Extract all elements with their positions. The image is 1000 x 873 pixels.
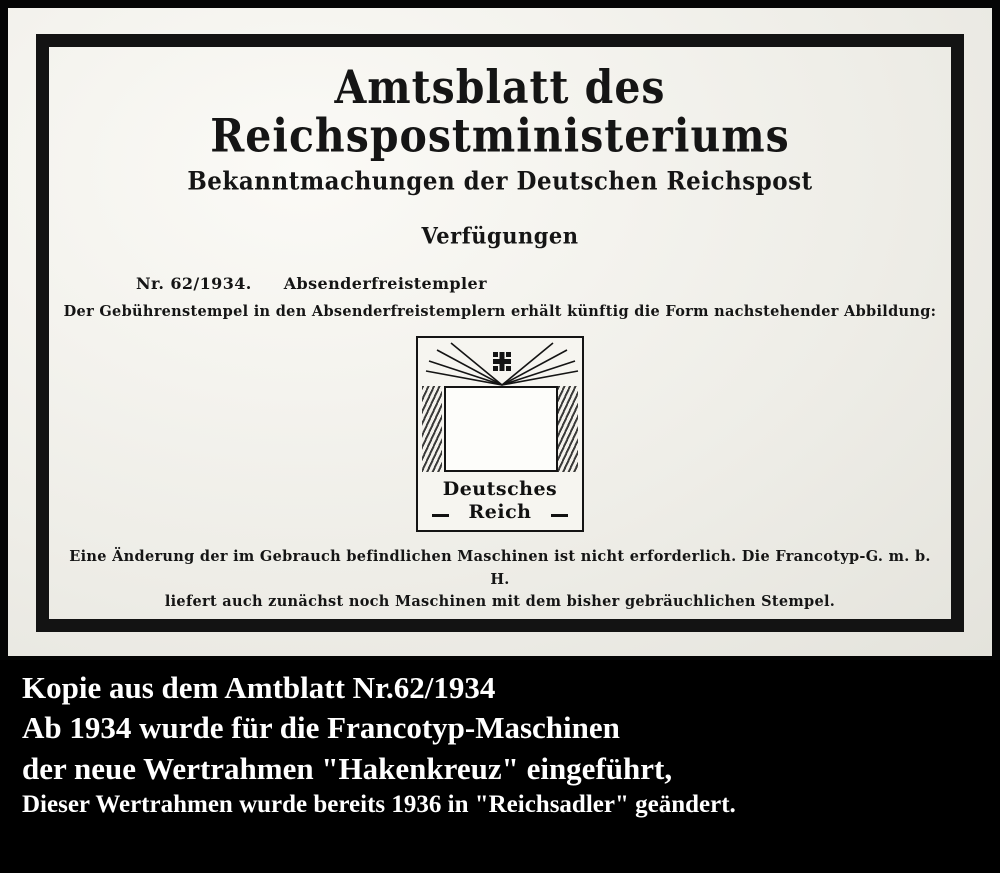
stamp-dash-left bbox=[432, 514, 449, 517]
stamp-ornament-right bbox=[558, 386, 578, 472]
caption-line-3: der neue Wertrahmen "Hakenkreuz" eingeführt, bbox=[22, 750, 673, 786]
stamp-value-field bbox=[444, 386, 558, 472]
scanned-document bbox=[8, 8, 992, 656]
caption-line-2: Ab 1934 wurde für die Francotyp-Maschinen bbox=[22, 710, 620, 746]
stamp-line-1: Deutsches bbox=[442, 477, 558, 500]
stamp-caption bbox=[428, 478, 572, 524]
stamp-illustration-wrapper bbox=[62, 336, 938, 532]
document-content bbox=[62, 58, 938, 611]
caption-block bbox=[0, 660, 1000, 873]
document-title: Amtsblatt des Reichspostministeriums bbox=[210, 60, 790, 163]
caption-line-1: Kopie aus dem Amtblatt Nr.62/1934 bbox=[22, 670, 496, 705]
stamp-dash-right bbox=[551, 514, 568, 517]
stamp-line-2: Reich bbox=[468, 500, 532, 523]
document-footer bbox=[62, 546, 938, 613]
footer-line-1: Eine Änderung der im Gebrauch befindlichen Maschinen ist nicht erforderlich. Die Francotyp-G. m. b. H. bbox=[69, 548, 931, 588]
decree-subject: Absenderfreistempler bbox=[283, 274, 487, 294]
stamp-illustration bbox=[416, 336, 584, 532]
footer-line-2: liefert auch zunächst noch Maschinen mit dem bisher gebräuchlichen Stempel. bbox=[164, 593, 836, 611]
stamp-ornament-left bbox=[422, 386, 442, 472]
decree-heading bbox=[62, 274, 938, 293]
document-section-heading: Verfügungen bbox=[421, 222, 579, 250]
decree-number: Nr. 62/1934. bbox=[136, 274, 252, 294]
swastika-icon bbox=[493, 352, 511, 371]
caption-line-4: Dieser Wertrahmen wurde bereits 1936 in "Reichsadler" geändert. bbox=[22, 790, 736, 818]
document-subtitle: Bekanntmachungen der Deutschen Reichspost bbox=[187, 167, 813, 197]
decree-body-text: Der Gebührenstempel in den Absenderfreistemplern erhält künftig die Form nachstehender Abbildung: bbox=[63, 303, 937, 321]
sun-rays-icon bbox=[421, 341, 579, 387]
